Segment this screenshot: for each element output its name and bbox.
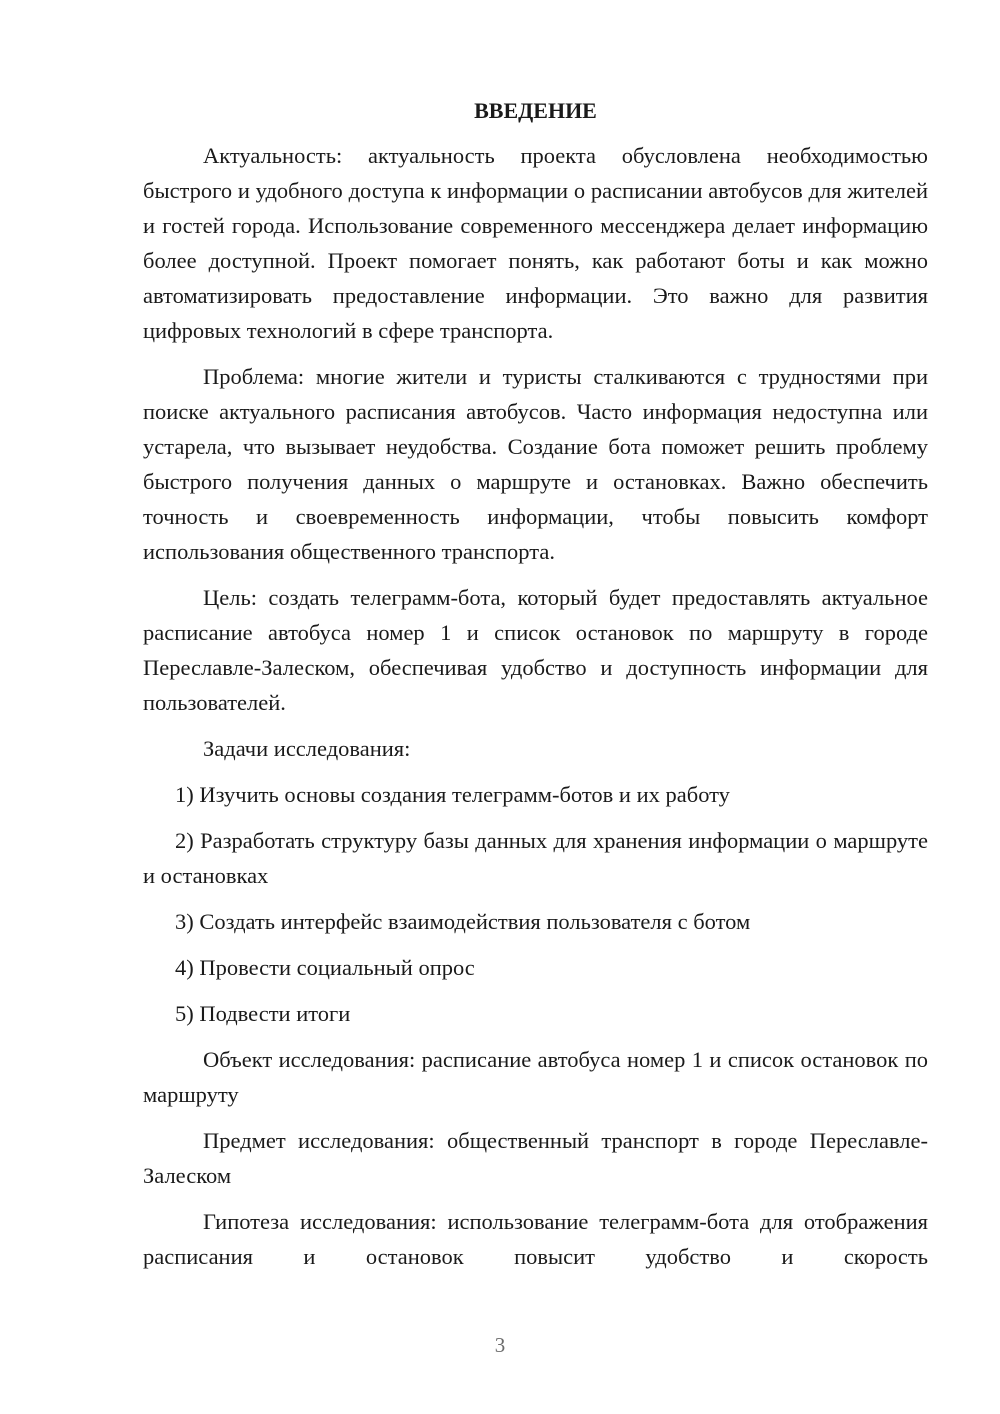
task-item: 1) Изучить основы создания телеграмм-ботов и их работу — [175, 782, 730, 807]
problem-paragraph: Проблема: многие жители и туристы сталкиваются с трудностями при поиске актуального расписания автобусов. Часто информация недоступна или устарела, что вызывает неудобства. Создание бота поможет решить проблему быстрого получения данных о маршруте и остановках. Важно обеспечить точность и своевременность информации, чтобы повысить комфорт использования общественного транспорта. — [143, 364, 928, 564]
section-title: ВВЕДЕНИЕ — [474, 98, 597, 123]
subject-paragraph: Предмет исследования: общественный транспорт в городе Переславле-Залеском — [143, 1128, 928, 1188]
object-paragraph: Объект исследования: расписание автобуса номер 1 и список остановок по маршруту — [143, 1047, 928, 1107]
goal-paragraph: Цель: создать телеграмм-бота, который будет предоставлять актуальное расписание автобуса номер 1 и список остановок по маршруту в городе Переславле-Залеском, обеспечивая удобство и доступность информации для пользователей. — [143, 585, 928, 715]
relevance-paragraph: Актуальность: актуальность проекта обусловлена необходимостью быстрого и удобного доступа к информации о расписании автобусов для жителей и гостей города. Использование современного мессенджера делает информацию более доступной. Проект помогает понять, как работают боты и как можно автоматизировать предоставление информации. Это важно для развития цифровых технологий в сфере транспорта. — [143, 143, 928, 343]
task-item: 2) Разработать структуру базы данных для хранения информации о маршруте и остановках — [143, 828, 928, 888]
task-item: 4) Провести социальный опрос — [175, 955, 475, 980]
document-body — [143, 94, 928, 1285]
task-item: 5) Подвести итоги — [175, 1001, 351, 1026]
page-number: 3 — [494, 1333, 506, 1357]
hypothesis-paragraph: Гипотеза исследования: использование телеграмм-бота для отображения расписания и остановок повысит удобство и скорость — [143, 1209, 928, 1269]
task-item: 3) Создать интерфейс взаимодействия пользователя с ботом — [175, 909, 751, 934]
tasks-heading: Задачи исследования: — [203, 736, 411, 761]
